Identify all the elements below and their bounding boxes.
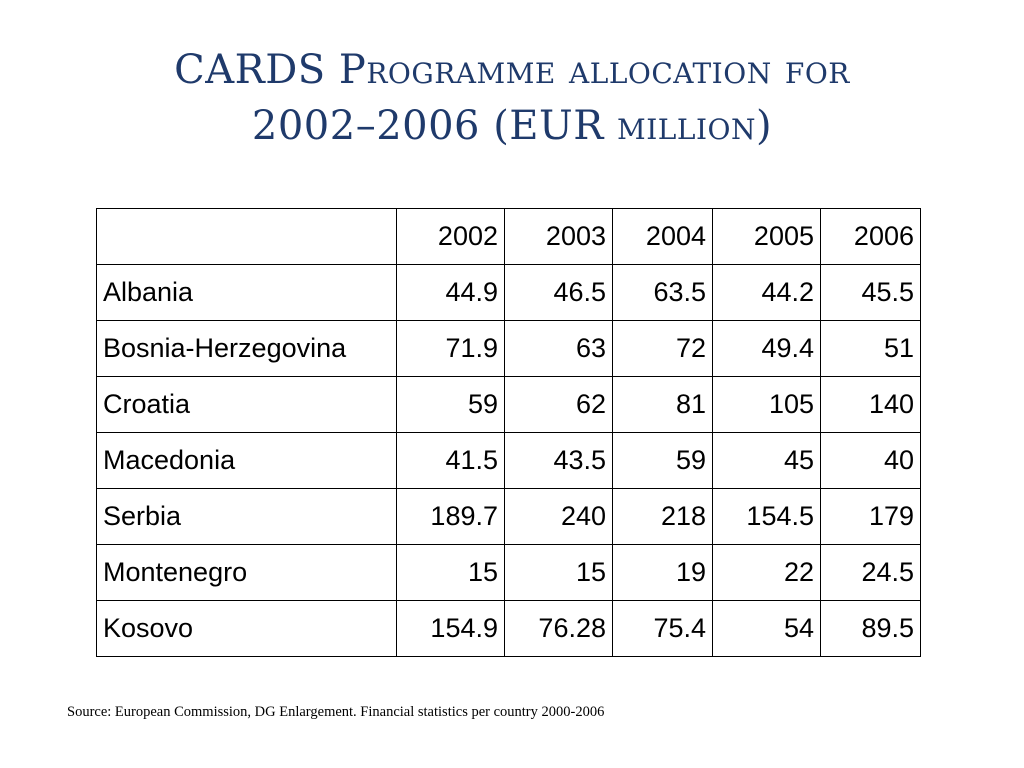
value-cell: 22: [713, 545, 821, 601]
header-year-2002: 2002: [397, 209, 505, 265]
value-cell: 59: [613, 433, 713, 489]
value-cell: 62: [505, 377, 613, 433]
table-row: [97, 321, 921, 377]
country-cell: Montenegro: [97, 545, 397, 601]
value-cell: 15: [397, 545, 505, 601]
table-row: [97, 433, 921, 489]
value-cell: 59: [397, 377, 505, 433]
value-cell: 179: [821, 489, 921, 545]
value-cell: 46.5: [505, 265, 613, 321]
value-cell: 40: [821, 433, 921, 489]
header-year-2003: 2003: [505, 209, 613, 265]
value-cell: 49.4: [713, 321, 821, 377]
header-corner-cell: [97, 209, 397, 265]
value-cell: 72: [613, 321, 713, 377]
value-cell: 63: [505, 321, 613, 377]
value-cell: 24.5: [821, 545, 921, 601]
value-cell: 43.5: [505, 433, 613, 489]
value-cell: 189.7: [397, 489, 505, 545]
country-cell: Serbia: [97, 489, 397, 545]
value-cell: 54: [713, 601, 821, 657]
value-cell: 63.5: [613, 265, 713, 321]
value-cell: 44.9: [397, 265, 505, 321]
header-year-2006: 2006: [821, 209, 921, 265]
table-row: [97, 601, 921, 657]
table-row: [97, 265, 921, 321]
value-cell: 154.5: [713, 489, 821, 545]
value-cell: 75.4: [613, 601, 713, 657]
header-year-2004: 2004: [613, 209, 713, 265]
value-cell: 45: [713, 433, 821, 489]
value-cell: 15: [505, 545, 613, 601]
value-cell: 44.2: [713, 265, 821, 321]
table-row: [97, 377, 921, 433]
table-header-row: [97, 209, 921, 265]
country-cell: Croatia: [97, 377, 397, 433]
value-cell: 154.9: [397, 601, 505, 657]
value-cell: 105: [713, 377, 821, 433]
country-cell: Kosovo: [97, 601, 397, 657]
value-cell: 71.9: [397, 321, 505, 377]
source-note: Source: European Commission, DG Enlargement. Financial statistics per country 2000-2006: [67, 704, 605, 720]
country-cell: Albania: [97, 265, 397, 321]
country-cell: Macedonia: [97, 433, 397, 489]
table-row: [97, 545, 921, 601]
value-cell: 218: [613, 489, 713, 545]
value-cell: 140: [821, 377, 921, 433]
allocation-table: [96, 208, 921, 657]
value-cell: 76.28: [505, 601, 613, 657]
value-cell: 240: [505, 489, 613, 545]
value-cell: 81: [613, 377, 713, 433]
value-cell: 45.5: [821, 265, 921, 321]
value-cell: 51: [821, 321, 921, 377]
slide-title-line-1: CARDS Programme allocation for: [174, 47, 850, 93]
value-cell: 19: [613, 545, 713, 601]
slide-title: [0, 42, 1024, 154]
header-year-2005: 2005: [713, 209, 821, 265]
value-cell: 41.5: [397, 433, 505, 489]
value-cell: 89.5: [821, 601, 921, 657]
country-cell: Bosnia-Herzegovina: [97, 321, 397, 377]
table-row: [97, 489, 921, 545]
slide-title-line-2: 2002–2006 (EUR million): [251, 103, 773, 149]
